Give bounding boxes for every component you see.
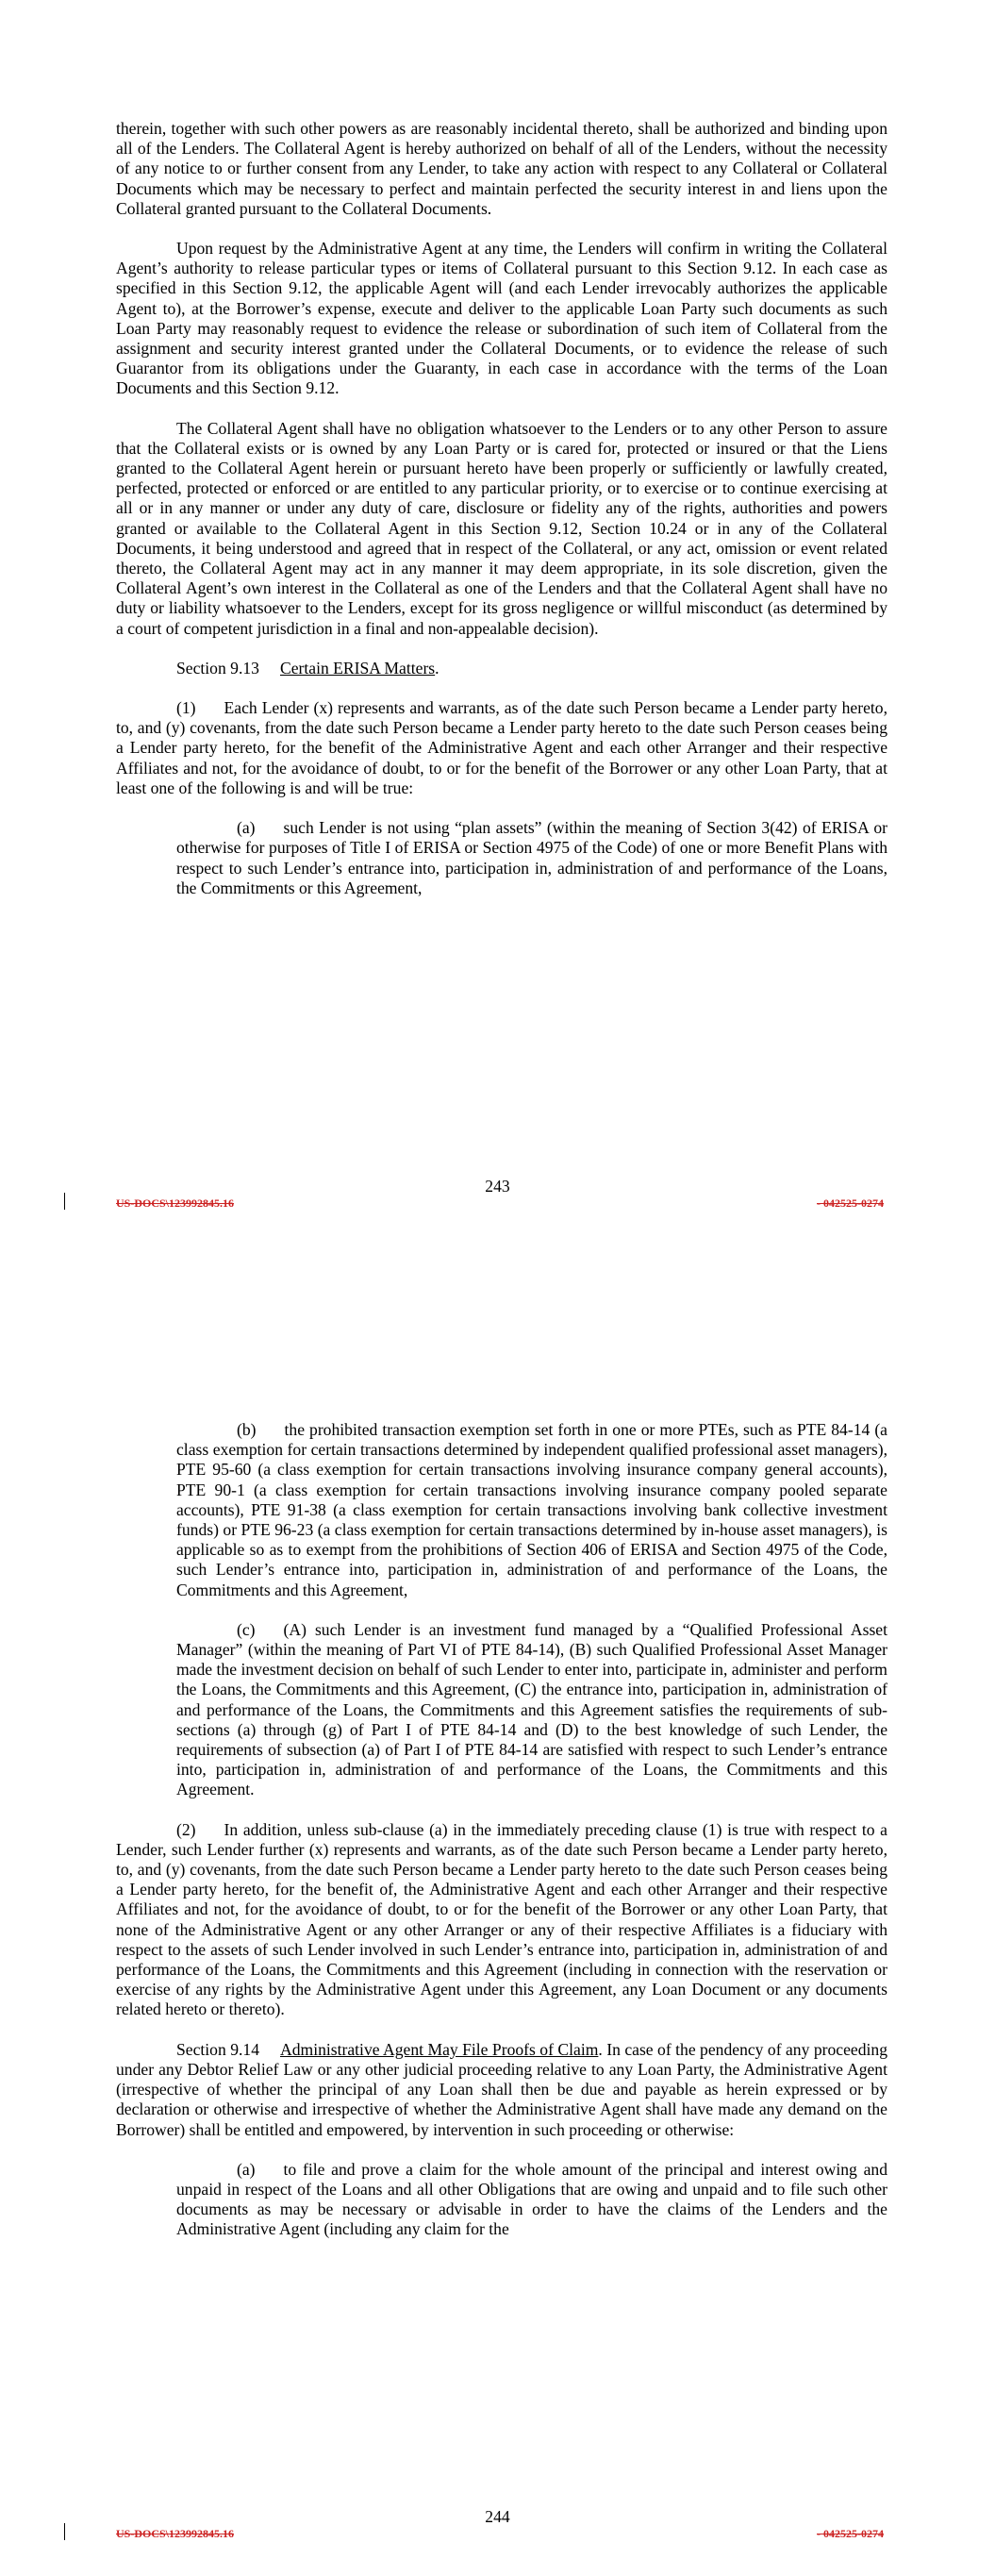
section-title: Certain ERISA Matters xyxy=(279,658,436,677)
clause-number: (1) xyxy=(176,698,196,718)
change-bar xyxy=(64,1193,65,1210)
subclause-number: (b) xyxy=(237,1420,257,1439)
subclause-text: such Lender is not using “plan assets” (within the meaning of Section 3(42) of ERISA or otherwise for purposes of Title I of ERISA or Section 4975 of the Code) of one or more Benefit Plans with respect to such Lender’s entrance into, participation in, administration of and performance of the Loans, the Commitments or this Agreement, xyxy=(176,818,887,897)
subclause-number: (c) xyxy=(237,1619,256,1639)
subclause-a-proofs-of-claim xyxy=(176,2160,887,2240)
subclause-text: (A) such Lender is an investment fund managed by a “Qualified Professional Asset Manager” (within the meaning of Part VI of PTE 84-14), (B) such Qualified Professional Asset Manager made the investment decision on behalf of such Lender to enter into, participate in, administer and perform the Loans, the Commitments and this Agreement, (C) the entrance into, participation in, administration of and performance of the Loans, the Commitments and this Agreement satisfies the requirements of sub-sections (a) through (g) of Part I of PTE 84-14 and (D) to the best knowledge of such Lender, the requirements of subsection (a) of Part I of PTE 84-14 are satisfied with respect to such Lender’s entrance into, participation in, administration of and performance of the Loans, the Commitments and this Agreement. xyxy=(176,1619,887,1799)
clause-text: In addition, unless sub-clause (a) in the immediately preceding clause (1) is true with respect to a Lender, such Lender further (x) represents and warrants, as of the date such Person became a Lender party hereto, to, and (y) covenants, from the date such Person became a Lender party hereto to the date such Person ceases being a Lender party hereto, for the benefit of, the Administrative Agent and each other Arranger and their respective Affiliates and not, for the avoidance of doubt, to or for the benefit of the Borrower or any other Loan Party, that none of the Administrative Agent or any other Arranger or any of their respective Affiliates is a fiduciary with respect to the assets of such Lender involved in such Lender’s entrance into, participation in, administration of and performance of the Loans, the Commitments and this Agreement (including in connection with the reservation or exercise of any rights by the Administrative Agent under this Agreement, any Loan Document or any documents related hereto or thereto). xyxy=(116,1819,887,2019)
subclause-number: (a) xyxy=(237,818,256,838)
footer-doc-id: US-DOCS\123992845.16 xyxy=(116,2527,235,2540)
footer-matter-number: - 042525-0274 xyxy=(817,2527,884,2540)
paragraph-collateral-agent-no-obligation: The Collateral Agent shall have no obligation whatsoever to the Lenders or to any other Person to assure that the Collateral exists or is owned by any Loan Party or is cared for, protected or insured or that the Liens granted to the Collateral Agent herein or pursuant hereto have been properly or sufficiently or lawfully created, perfected, protected or enforced or are entitled to any particular priority, or to exercise or to continue exercising at all or in any manner or under any duty of care, disclosure or fidelity any of the rights, authorities and powers granted or available to the Collateral Agent in this Section 9.12, Section 10.24 or in any of the Collateral Documents, it being understood and agreed that in respect of the Collateral, or any act, omission or event related thereto, the Collateral Agent may act in any manner it may deem appropriate, in its sole discretion, given the Collateral Agent’s own interest in the Collateral as one of the Lenders and that the Collateral Agent shall have no duty or liability whatsoever to the Lenders, except for its gross negligence or willful misconduct (as determined by a court of competent jurisdiction in a final and non-appealable decision). xyxy=(116,418,887,638)
section-heading-9-13 xyxy=(116,659,887,678)
clause-2 xyxy=(116,1820,887,2020)
page-body xyxy=(116,1420,887,2260)
page-number: 243 xyxy=(485,1177,510,1196)
page-number: 244 xyxy=(485,2507,510,2526)
section-title: Administrative Agent May File Proofs of Claim xyxy=(280,2039,599,2059)
clause-text: Each Lender (x) represents and warrants, as of the date such Person became a Lender party hereto, to, and (y) covenants, from the date such Person became a Lender party hereto to the date such Person ceases being a Lender party hereto, for the benefit of the Administrative Agent and each other Arranger and their respective Affiliates and not, for the avoidance of doubt, to or for the benefit of the Borrower or any other Loan Party, that at least one of the following is and will be true: xyxy=(116,698,887,797)
change-bar xyxy=(64,2523,65,2540)
section-number: Section 9.14 xyxy=(176,2039,259,2059)
subclause-b xyxy=(176,1420,887,1600)
subclause-number: (a) xyxy=(237,2159,256,2179)
section-title-period: . xyxy=(435,658,439,677)
subclause-text: to file and prove a claim for the whole amount of the principal and interest owing and unpaid in respect of the Loans and all other Obligations that are owing and unpaid and to file such other documents as may be necessary or advisable in order to have the claims of the Lenders and the Administrative Agent (including any claim for the xyxy=(176,2159,887,2239)
subclause-text: the prohibited transaction exemption set forth in one or more PTEs, such as PTE 84-14 (a class exemption for certain transactions determined by independent qualified professional asset managers), PTE 95-60 (a class exemption for certain transactions involving insurance company general accounts), PTE 90-1 (a class exemption for certain transactions involving insurance company pooled separate accounts), PTE 91-38 (a class exemption for certain transactions involving bank collective investment funds) or PTE 96-23 (a class exemption for certain transactions determined by in-house asset managers), is applicable so as to exempt from the prohibitions of Section 406 of ERISA and Section 4975 of the Code, such Lender’s entrance into, participation in, administration of and performance of the Loans, the Commitments and this Agreement, xyxy=(176,1420,887,1599)
paragraph-collateral-agent-authority: therein, together with such other powers as are reasonably incidental thereto, shall be authorized and binding upon all of the Lenders. The Collateral Agent is hereby authorized on behalf of all of the Lenders, without the necessity of any notice to or further consent from any Lender, to take any action with respect to any Collateral or Collateral Documents which may be necessary to perfect and maintain perfected the security interest in and liens upon the Collateral granted pursuant to the Collateral Documents. xyxy=(116,119,887,218)
clause-1 xyxy=(116,698,887,798)
section-text: . In case of the pendency of any proceeding under any Debtor Relief Law or any other judicial proceeding relative to any Loan Party, the Administrative Agent (irrespective of whether the principal of any Loan shall then be due and payable as herein expressed or by declaration or otherwise and irrespective of whether the Administrative Agent shall have made any demand on the Borrower) shall be entitled and empowered, by intervention in such proceeding or otherwise: xyxy=(116,2039,887,2139)
clause-number: (2) xyxy=(176,1819,196,1839)
subclause-a xyxy=(176,818,887,898)
subclause-c xyxy=(176,1620,887,1800)
footer-doc-id: US-DOCS\123992845.16 xyxy=(116,1196,235,1210)
document-page-243 xyxy=(0,0,995,1264)
footer-matter-number: - 042525-0274 xyxy=(817,1196,884,1210)
section-heading-9-14 xyxy=(116,2040,887,2140)
page-body xyxy=(116,119,887,918)
section-number: Section 9.13 xyxy=(176,658,259,677)
paragraph-release-confirmation: Upon request by the Administrative Agent at any time, the Lenders will confirm in writing the Collateral Agent’s authority to release particular types or items of Collateral pursuant to this Section 9.12. In each case as specified in this Section 9.12, the applicable Agent will (and each Lender irrevocably authorizes the applicable Agent to), at the Borrower’s expense, execute and deliver to the applicable Loan Party such documents as such Loan Party may reasonably request to evidence the release or subordination of such item of Collateral from the assignment and security interest granted under the Collateral Documents, or to evidence the release of such Guarantor from its obligations under the Guaranty, in each case in accordance with the terms of the Loan Documents and this Section 9.12. xyxy=(116,239,887,398)
document-page-244 xyxy=(0,1359,995,2576)
